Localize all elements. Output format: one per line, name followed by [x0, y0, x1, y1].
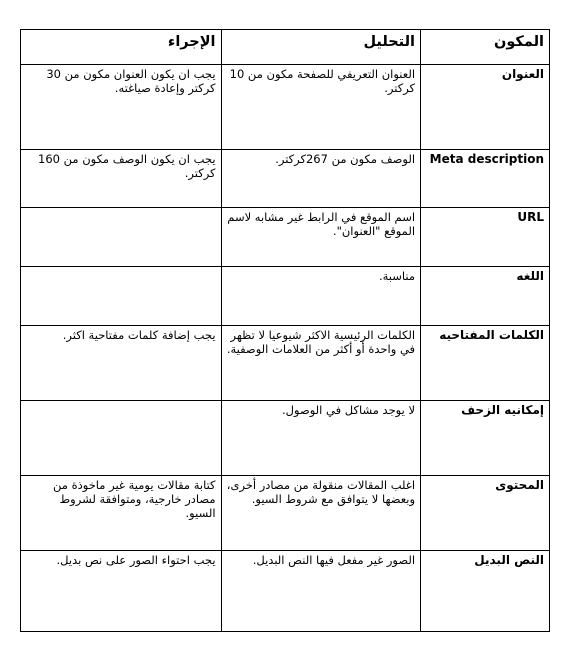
table-row [21, 551, 550, 632]
table-header-row [21, 30, 550, 65]
row-analysis: لا يوجد مشاكل في الوصول. [221, 401, 421, 476]
row-analysis: الكلمات الرئيسية الاكثر شيوعيا لا تظهر في واحدة أو أكثر من العلامات الوصفية. [221, 326, 421, 401]
row-analysis: اغلب المقالات منقولة من مصادر أخرى، وبعضها لا يتوافق مع شروط السيو. [221, 476, 421, 551]
table-row [21, 267, 550, 326]
header-component: المكون [421, 30, 550, 65]
table-row [21, 326, 550, 401]
row-analysis: مناسبة. [221, 267, 421, 326]
table-row [21, 476, 550, 551]
row-analysis: اسم الموقع في الرابط غير مشابه لاسم الموقع "العنوان". [221, 208, 421, 267]
row-component: اللغه [421, 267, 550, 326]
row-component: العنوان [421, 65, 550, 150]
table-row [21, 150, 550, 208]
row-action: يجب إضافة كلمات مفتاحية اكثر. [21, 326, 222, 401]
row-component: URL [421, 208, 550, 267]
row-component: النص البديل [421, 551, 550, 632]
row-action [21, 401, 222, 476]
table-row [21, 65, 550, 150]
row-action: كتابة مقالات يومية غير ماخوذة من مصادر خارجية، ومتوافقة لشروط السيو. [21, 476, 222, 551]
row-action [21, 208, 222, 267]
row-component: المحتوى [421, 476, 550, 551]
row-component: Meta description [421, 150, 550, 208]
row-component: الكلمات المفتاحيه [421, 326, 550, 401]
row-component: إمكانيه الزحف [421, 401, 550, 476]
header-analysis: التحليل [221, 30, 421, 65]
header-action: الإجراء [21, 30, 222, 65]
row-action [21, 267, 222, 326]
table-row [21, 401, 550, 476]
row-analysis: الصور غير مفعل فيها النص البديل. [221, 551, 421, 632]
row-analysis: العنوان التعريفي للصفحة مكون من 10 كركتر. [221, 65, 421, 150]
seo-analysis-table [20, 29, 550, 632]
row-action: يجب ان يكون الوصف مكون من 160 كركتر. [21, 150, 222, 208]
row-action: يجب ان يكون العنوان مكون من 30 كركتر وإعادة صياغته. [21, 65, 222, 150]
table-row [21, 208, 550, 267]
row-action: يجب احتواء الصور على نص بديل. [21, 551, 222, 632]
row-analysis: الوصف مكون من 267كركتر. [221, 150, 421, 208]
